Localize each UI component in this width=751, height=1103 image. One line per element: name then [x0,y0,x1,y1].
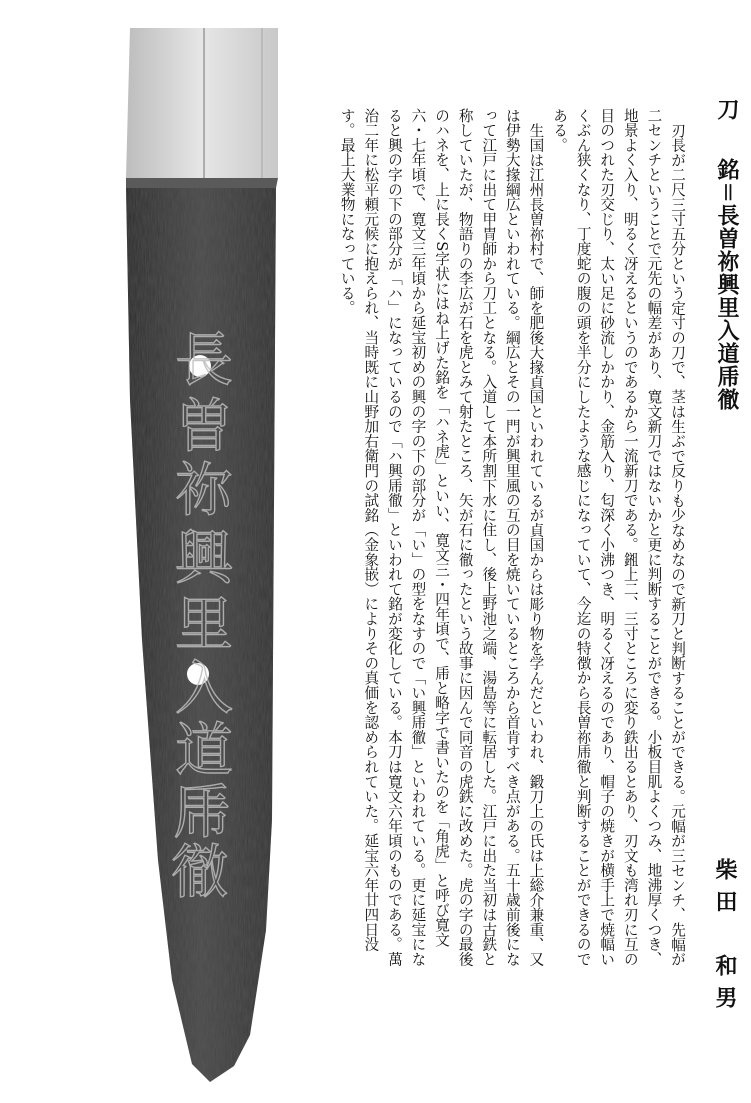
svg-text:里: 里 [174,590,234,658]
svg-text:興: 興 [174,524,234,592]
svg-text:曽: 曽 [174,392,234,460]
blade-type-heading: 刀 [714,98,740,122]
paragraph-2: 生国は江州長曽祢村で、師を肥後大掾貞国といわれているが貞国からは彫り物を学んだといわれ、鍛刀上の氏は上総介兼重、又は伊勢大掾綱広といわれている。綱広とその一門が興里風の互の目を焼いているところから首肯すべき点がある。五十歳前後になって江戸に出て甲冑師から刀工となる。入道して本所割下水に住し、後上野池之端、湯島等に転居した。江戸に出た当初は古鉄と称していたが、物語りの李広が石を虎とみて射たところ、矢が石に徹ったという故事に因んで同音の虎鉄に改めた。虎の字の最後のハネを、上に長くS字状にはね上げた銘を「ハネ虎」といい、寛文三・四年頃で、乕と略字で書いたのを「角虎」と呼び寛文六・七年頃で、寛文三年頃から延宝初めの興の字の下の部分が「い」の型をなすので「い興乕徹」といわれている。更に延宝になると興の字の下の部分が「ハ」になっているので「ハ興乕徹」といわれて銘が変化している。本刀は寛文六年頃のものである。萬治二年に松平頼元候に抱えられ、当時既に山野加右衛門の試銘（金象嵌）によりその真価を認められていた。延宝六年廿四日没す。最上大業物になっている。 [338,108,545,967]
blade-polished-section [126,28,278,178]
sword-tang-photo [112,0,324,1103]
article-body [335,108,689,968]
svg-text:道: 道 [174,716,234,784]
svg-text:徹: 徹 [170,838,230,906]
author-name: 柴田 和男 [712,858,738,1018]
paragraph-1: 刃長が二尺三寸五分という定寸の刀で、茎は生ぶで反りも少なめなので新刀と判断することができる。元幅が三センチ、先幅が二センチということで元先の幅差があり、寛文新刀ではないかと更に判断することができる。小板目肌よくつみ、地沸厚くつき、地景よく入り、明るく冴えるというのであるから一流新刀である。鎺上二、三寸ところに変り鉄出るとあり、刃文も湾れ刃に互の目のつれた刃交じり、太い足に砂流しかかり、金筋入り、匂深く小沸つき、明るく冴えるのであり、帽子の焼きが横手上で焼幅いくぶん狭くなり、丁度蛇の腹の頭を半分にしたような感じになっていて、今迄の特徴から長曽祢乕徹と判断することができるのである。 [551,108,686,967]
svg-text:長: 長 [174,326,234,394]
signature-heading: 銘＝長曽祢興里入道乕徹 [714,158,740,411]
svg-text:乕: 乕 [172,778,232,846]
svg-text:祢: 祢 [174,456,234,524]
svg-text:入: 入 [174,654,234,722]
sword-inscription [171,326,236,906]
